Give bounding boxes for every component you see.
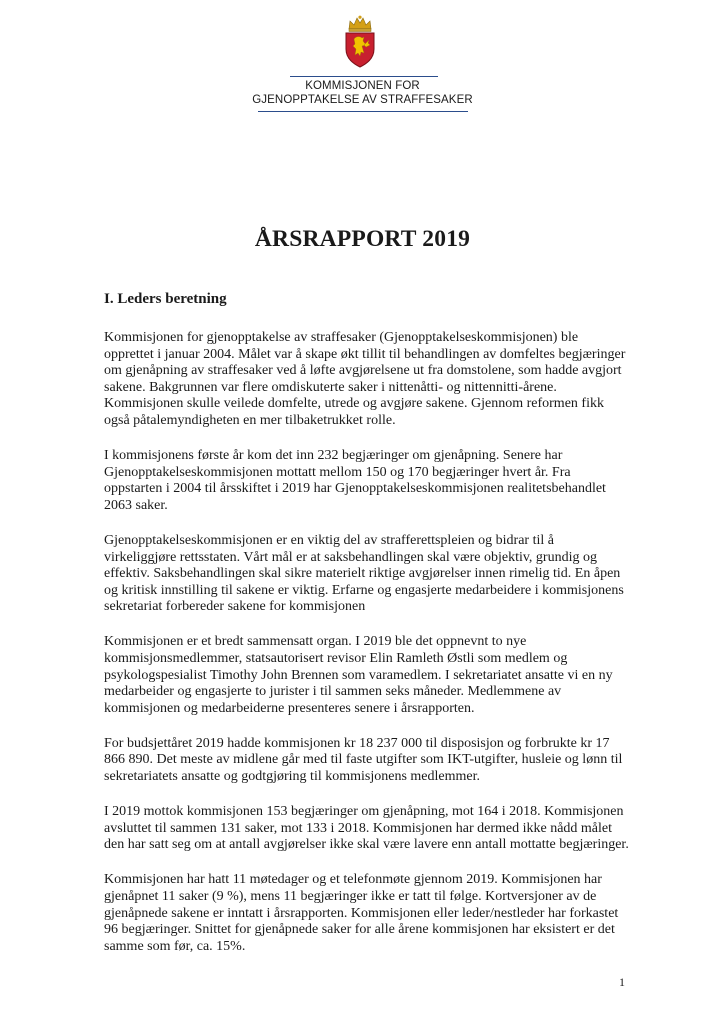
paragraph-6: I 2019 mottok kommisjonen 153 begjæringer om gjenåpning, mot 164 i 2018. Kommisjonen avsluttet til sammen 131 saker, mot 133 i 2018. Kommisjonen har dermed ikke nådd målet den har satt seg om at antall avgjørelser ikke skal være lavere enn antall mottatte begjæringer.: [104, 804, 629, 853]
section-heading: I. Leders beretning: [104, 291, 227, 307]
crown-icon: [349, 16, 371, 32]
org-name-line-2: GJENOPPTAKELSE AV STRAFFESAKER: [252, 94, 473, 106]
organization-name: [250, 79, 475, 107]
paragraph-4: Kommisjonen er et bredt sammensatt organ. I 2019 ble det oppnevnt to nye kommisjonsmedlemmer, statsautorisert revisor Elin Ramleth Østli som medlem og psykologspesialist Timothy John Brennen som varamedlem. I sekretariatet ansatte vi en ny medarbeider og engasjerte to jurister i til sammen seks måneder. Medlemmene av kommisjonen og medarbeiderne presenteres senere i årsrapporten.: [104, 634, 613, 716]
paragraph-5: For budsjettåret 2019 hadde kommisjonen kr 18 237 000 til disposisjon og forbrukte kr 17 866 890. Det meste av midlene går med til faste utgifter som IKT-utgifter, husleie og lønn til sekretariatets ansatte og godtgjøring til kommisjonens medlemmer.: [104, 735, 623, 785]
report-title: ÅRSRAPPORT 2019: [254, 226, 471, 252]
paragraph-7: Kommisjonen har hatt 11 møtedager og et telefonmøte gjennom 2019. Kommisjonen har gjenåpnet 11 saker (9 %), mens 11 begjæringer ikke er tatt til følge. Kortversjoner av de gjenåpnede sakene er inntatt i årsrapporten. Kommisjonen eller leder/nestleder har forkastet 96 begjæringer. Snittet for gjenåpnede saker for alle årene kommisjonen har eksistert er det samme som før, ca. 15%.: [104, 872, 619, 954]
section-body: [104, 330, 629, 974]
org-name-line-1: KOMMISJONEN FOR: [305, 80, 420, 92]
org-name-top-rule: [290, 76, 438, 77]
paragraph-1: Kommisjonen for gjenopptakelse av straffesaker (Gjenopptakelseskommisjonen) ble opprettet i januar 2004. Målet var å skape økt tillit til behandlingen av domfeltes begjæringer om gjenåpning av straffesaker ved å løfte avgjørelsene ut fra domstolene, som hadde avgjort sakene. Bakgrunnen var flere omdiskuterte saker i nittenåtti- og nittennitti-årene. Kommisjonen skulle veilede domfelte, utrede og avgjøre sakene. Gjennom reformen fikk også påtalemyndigheten en mer tilbaketrukket rolle.: [104, 330, 626, 428]
coat-of-arms-logo: [342, 15, 378, 69]
paragraph-3: Gjenopptakelseskommisjonen er en viktig del av strafferettspleien og bidrar til å virkeliggjøre rettsstaten. Vårt mål er at saksbehandlingen skal være objektiv, grundig og effektiv. Saksbehandlingen skal sikre materielt riktige avgjørelser innen rimelig tid. En åpen og kritisk innstilling til sakene er viktig. Erfarne og engasjerte medarbeidere i kommisjonens sekretariat forbereder sakene for kommisjonen: [104, 532, 624, 615]
org-name-bottom-rule: [258, 111, 468, 112]
paragraph-2: I kommisjonens første år kom det inn 232 begjæringer om gjenåpning. Senere har Gjenopptakelseskommisjonen mottatt mellom 150 og 170 begjæringer hvert år. Fra oppstarten i 2004 til årsskiftet i 2019 har Gjenopptakelseskommisjonen realitetsbehandlet 2063 saker.: [104, 448, 606, 513]
page-number: 1: [619, 975, 625, 989]
